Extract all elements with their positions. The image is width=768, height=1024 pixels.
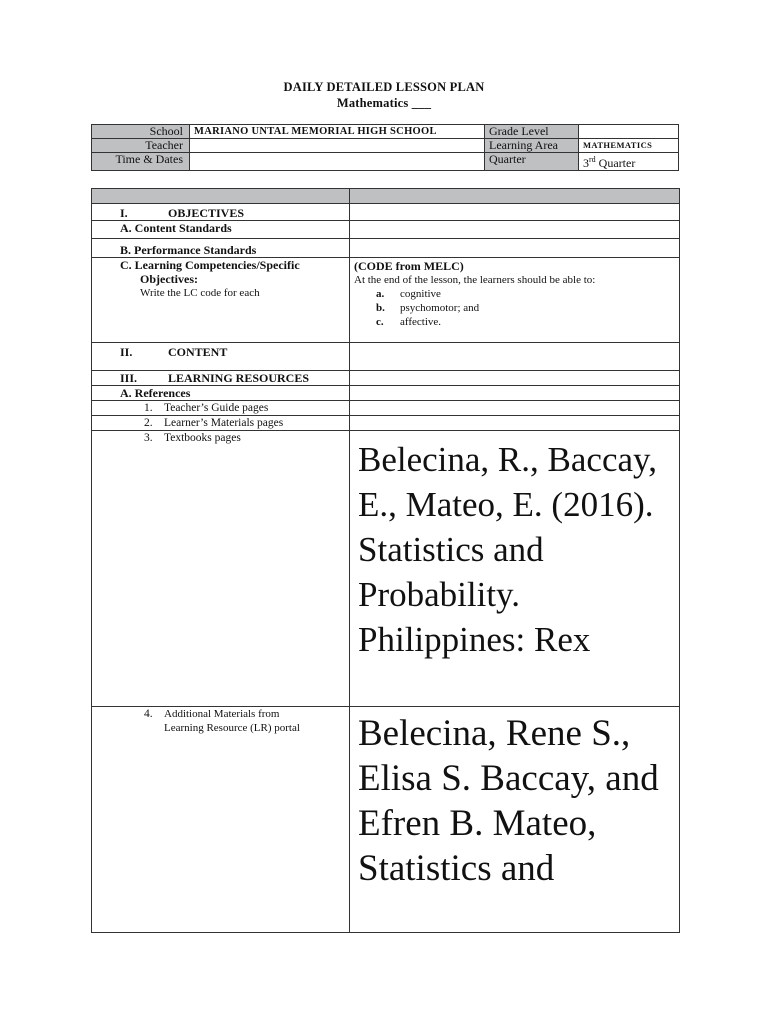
competencies-value[interactable] [350, 258, 680, 343]
school-value[interactable]: MARIANO UNTAL MEMORIAL HIGH SCHOOL [190, 125, 485, 139]
grade-level-label: Grade Level [485, 125, 579, 139]
content-value[interactable] [350, 343, 680, 371]
row-teachers-guide [92, 401, 680, 416]
list-item [354, 287, 675, 301]
row-learners-materials [92, 416, 680, 431]
grade-level-value[interactable] [579, 125, 679, 139]
teachers-guide-value[interactable] [350, 401, 680, 416]
item-text: psychomotor; and [400, 302, 480, 314]
row-content-standards [92, 221, 680, 239]
item-key: c. [376, 316, 384, 328]
item-key: b. [376, 302, 385, 314]
quarter-value[interactable] [579, 153, 679, 171]
item-number: 1. [144, 402, 153, 414]
item-number: 4. [144, 708, 153, 720]
content-heading [92, 343, 350, 371]
references-value[interactable] [350, 386, 680, 401]
item-key: a. [376, 288, 385, 300]
content-standards-value[interactable] [350, 221, 680, 239]
objectives-number: I. [120, 206, 128, 220]
row-objectives [92, 204, 680, 221]
textbooks-label [92, 431, 350, 707]
row-learning-resources [92, 371, 680, 386]
resources-label: LEARNING RESOURCES [168, 371, 310, 385]
performance-standards-label: B. Performance Standards [92, 239, 350, 258]
resources-value[interactable] [350, 371, 680, 386]
lesson-plan-table [91, 188, 680, 933]
additional-materials-citation[interactable]: Belecina, Rene S., Elisa S. Baccay, and Efren B. Mateo, Statistics and [350, 707, 680, 933]
teachers-guide-label [92, 401, 350, 416]
list-item [354, 301, 675, 315]
item-number: 3. [144, 432, 153, 444]
objectives-list [354, 287, 675, 329]
header-cell-right [350, 189, 680, 204]
item-label: Learner’s Materials pages [164, 417, 284, 429]
textbook-citation[interactable]: Belecina, R., Baccay, E., Mateo, E. (2016). Statistics and Probability. Philippines: Rex [350, 431, 680, 707]
learners-materials-label [92, 416, 350, 431]
melc-code: (CODE from MELC) [354, 259, 464, 273]
info-row-school [92, 125, 679, 139]
quarter-label: Quarter [485, 153, 579, 171]
additional-materials-label [92, 707, 350, 933]
objectives-label: OBJECTIVES [168, 206, 245, 220]
competencies-label-2: Objectives: [140, 272, 198, 286]
learners-materials-value[interactable] [350, 416, 680, 431]
resources-number: III. [120, 371, 138, 385]
table-header-row [92, 189, 680, 204]
item-text: cognitive [400, 288, 441, 300]
item-label-line2: Learning Resource (LR) portal [164, 722, 300, 734]
teacher-value[interactable] [190, 139, 485, 153]
competencies-cell [92, 258, 350, 343]
content-standards-label: A. Content Standards [92, 221, 350, 239]
quarter-word: Quarter [595, 156, 636, 170]
item-label-line1: Additional Materials from [164, 708, 280, 720]
info-row-time [92, 153, 679, 171]
content-label: CONTENT [168, 345, 228, 359]
document-subtitle: Mathematics ___ [336, 96, 432, 110]
objectives-intro: At the end of the lesson, the learners should be able to: [354, 274, 596, 286]
row-textbooks [92, 431, 680, 707]
info-table [91, 124, 679, 171]
references-label: A. References [92, 386, 350, 401]
item-number: 2. [144, 417, 153, 429]
time-dates-value[interactable] [190, 153, 485, 171]
objectives-value[interactable] [350, 204, 680, 221]
time-dates-label: Time & Dates [92, 153, 190, 171]
item-label: Teacher’s Guide pages [164, 402, 269, 414]
item-text: affective. [400, 316, 442, 328]
quarter-suffix: rd [589, 155, 596, 164]
learning-area-value[interactable]: MATHEMATICS [579, 139, 679, 153]
row-references [92, 386, 680, 401]
quarter-number: 3 [583, 156, 589, 170]
header-cell-left [92, 189, 350, 204]
list-item [354, 315, 675, 329]
info-row-teacher [92, 139, 679, 153]
objectives-heading [92, 204, 350, 221]
learning-area-label: Learning Area [485, 139, 579, 153]
row-learning-competencies [92, 258, 680, 343]
competencies-label: C. Learning Competencies/Specific [120, 258, 300, 272]
document-title: DAILY DETAILED LESSON PLAN [283, 80, 485, 94]
resources-heading [92, 371, 350, 386]
teacher-label: Teacher [92, 139, 190, 153]
competencies-note: Write the LC code for each [140, 287, 260, 299]
school-label: School [92, 125, 190, 139]
row-additional-materials [92, 707, 680, 933]
row-performance-standards [92, 239, 680, 258]
performance-standards-value[interactable] [350, 239, 680, 258]
content-number: II. [120, 345, 133, 359]
row-content [92, 343, 680, 371]
item-label: Textbooks pages [164, 432, 241, 444]
